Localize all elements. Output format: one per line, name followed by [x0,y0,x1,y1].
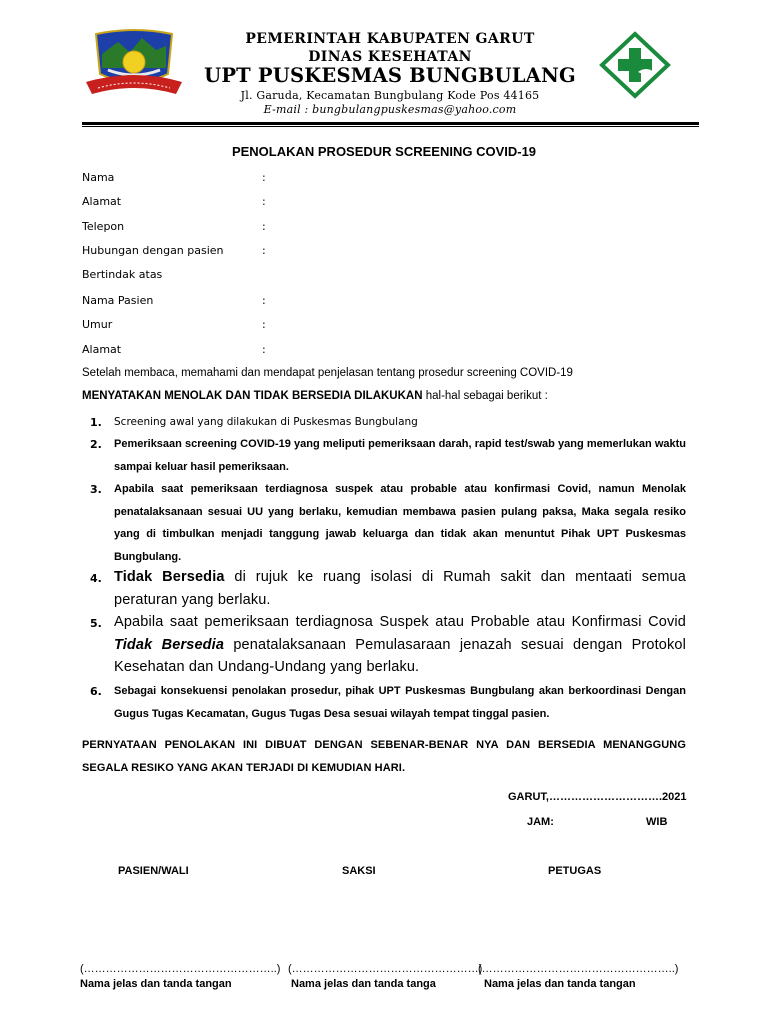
field-colon: : [262,294,266,307]
document-title: PENOLAKAN PROSEDUR SCREENING COVID-19 [231,144,537,159]
government-name: PEMERINTAH KABUPATEN GARUT [245,31,535,47]
list-item [114,611,686,679]
field-label-telepon: Telepon [82,220,125,233]
declaration-line [82,390,548,402]
item-number: 4. [90,572,102,585]
field-colon: : [262,171,266,184]
list-item [114,566,686,611]
department-name: DINAS KESEHATAN [308,49,472,65]
item-text: di rujuk ke ruang isolasi di Rumah sakit dan mentaati semua peraturan yang berlaku. [114,569,686,608]
item-text: penatalaksanaan Pemulasaraan jenazah sesuai dengan Protokol Kesehatan dan Undang-Undang yang berlaku. [114,636,686,676]
signature-caption-officer: Nama jelas dan tanda tangan [484,978,636,990]
item-number: 3. [90,483,102,496]
signature-caption-patient: Nama jelas dan tanda tangan [80,978,232,990]
closing-statement: PERNYATAAN PENOLAKAN INI DIBUAT DENGAN SEBENAR-BENAR NYA DAN BERSEDIA MENANGGUNG SEGALA RESIKO YANG AKAN TERJADI DI KEMUDIAN HARI. [82,739,686,774]
item-number: 6. [90,685,102,698]
signature-blank-patient: (……………………………………………..) [80,963,281,975]
letterhead-rule-thin [82,126,699,127]
field-label-nama-pasien: Nama Pasien [82,294,154,307]
email-line: E-mail : bungbulangpuskesmas@yahoo.com [263,103,517,116]
emphasis-text: Tidak Bersedia [114,636,225,653]
signature-role-witness: SAKSI [342,865,376,877]
letterhead-rule-thick [82,122,699,125]
list-item: Screening awal yang dilakukan di Puskesmas Bungbulang [114,416,418,428]
puskesmas-cross-logo-icon [598,30,672,100]
field-label-nama: Nama [82,171,115,184]
emphasis-text: Tidak Bersedia [114,569,225,585]
field-label-alamat-pasien: Alamat [82,343,122,356]
field-colon: : [262,343,266,356]
time-label: JAM: [527,816,554,828]
field-label-bertindak-atas: Bertindak atas [82,268,163,281]
address-line: Jl. Garuda, Kecamatan Bungbulang Kode Pos 44165 [240,89,540,102]
declaration-rest: hal-hal sebagai berikut : [422,390,548,402]
item-number: 1. [90,416,102,429]
field-colon: : [262,244,266,257]
field-colon: : [262,220,266,233]
signature-blank-officer: (……………………………………………..) [478,963,679,975]
item-number: 2. [90,438,102,451]
list-item: Apabila saat pemeriksaan terdiagnosa suspek atau probable atau konfirmasi Covid, namun Menolak penatalaksanaan sesuai UU yang berlaku, kemudian membawa pasien pulang paksa, Maka segala resiko yang di timbulkan menjadi tanggung jawab keluarga dan tidak akan menuntut Pihak UPT Puskesmas Bungbulang. [114,483,686,564]
signature-caption-witness: Nama jelas dan tanda tanga [291,978,436,990]
field-colon: : [262,195,266,208]
institution-name: UPT PUSKESMAS BUNGBULANG [204,64,576,87]
field-label-hubungan: Hubungan dengan pasien [82,244,224,257]
item-text: Apabila saat pemeriksaan terdiagnosa Suspek atau Probable atau Konfirmasi Covid [114,614,686,630]
signature-role-patient: PASIEN/WALI [118,865,189,877]
place-date: GARUT,………………………….2021 [508,791,687,803]
field-label-umur: Umur [82,318,113,331]
list-item: Sebagai konsekuensi penolakan prosedur, pihak UPT Puskesmas Bungbulang akan berkoordinasi Dengan Gugus Tugas Kecamatan, Gugus Tugas Desa sesuai wilayah tempat tinggal pasien. [114,685,686,720]
intro-text: Setelah membaca, memahami dan mendapat penjelasan tentang prosedur screening COVID-19 [82,367,573,379]
signature-blank-witness: (……………………………………………) [288,963,483,975]
declaration-bold: MENYATAKAN MENOLAK DAN TIDAK BERSEDIA DILAKUKAN [82,390,423,402]
time-zone: WIB [646,816,668,828]
garut-regency-emblem-icon [84,28,184,100]
field-colon: : [262,318,266,331]
signature-role-officer: PETUGAS [548,865,602,877]
item-number: 5. [90,617,102,630]
field-label-alamat: Alamat [82,195,122,208]
list-item: Pemeriksaan screening COVID-19 yang meliputi pemeriksaan darah, rapid test/swab yang memerlukan waktu sampai keluar hasil pemeriksaan. [114,438,686,473]
